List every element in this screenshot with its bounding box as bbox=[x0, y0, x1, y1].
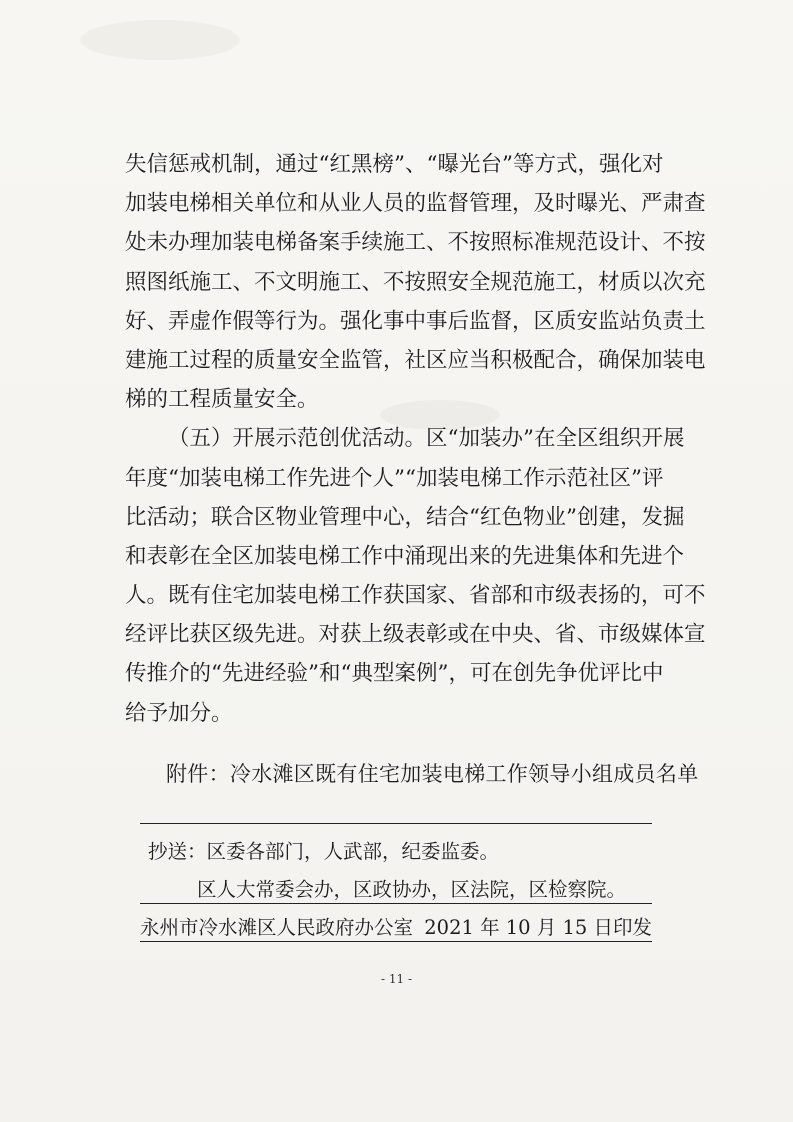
attachment-note: 附件：冷水滩区既有住宅加装电梯工作领导小组成员名单 bbox=[166, 762, 699, 786]
paragraph-line: 失信惩戒机制，通过“红黑榜”、“曝光台”等方式，强化对 bbox=[125, 152, 664, 177]
cc-line: 区人大常委会办，区政协办，区法院，区检察院。 bbox=[197, 878, 627, 901]
paragraph-line: 处未办理加装电梯备案手续施工、不按照标准规范设计、不按 bbox=[125, 230, 706, 256]
issue-date: 2021 年 10 月 15 日印发 bbox=[424, 916, 652, 939]
cc-bottom-rule bbox=[140, 903, 652, 904]
paragraph-line: 建施工过程的质量安全监管，社区应当积极配合，确保加装电 bbox=[125, 347, 706, 373]
paragraph-line: 加装电梯相关单位和从业人员的监督管理，及时曝光、严肃查 bbox=[125, 191, 706, 217]
issue-line bbox=[140, 912, 652, 940]
paragraph-line: 和表彰在全区加装电梯工作中涌现出来的先进集体和先进个 bbox=[125, 543, 685, 569]
paragraph-line: 比活动；联合区物业管理中心，结合“红色物业”创建，发掘 bbox=[125, 504, 685, 530]
paragraph-line: 梯的工程质量安全。 bbox=[125, 387, 319, 413]
scan-smudge bbox=[80, 20, 240, 60]
page-number: - 11 - bbox=[380, 972, 412, 986]
paragraph-line: 人。既有住宅加装电梯工作获国家、省部和市级表扬的，可不 bbox=[125, 583, 706, 609]
paragraph-line: 照图纸施工、不文明施工、不按照安全规范施工，材质以次充 bbox=[125, 269, 706, 295]
cc-top-rule bbox=[140, 823, 652, 824]
paragraph-line: 传推介的“先进经验”和“典型案例”，可在创先争优评比中 bbox=[125, 661, 664, 687]
cc-line: 抄送：区委各部门，人武部，纪委监委。 bbox=[148, 840, 500, 863]
issuer: 永州市冷水滩区人民政府办公室 bbox=[140, 916, 414, 939]
paragraph-line: 年度“加装电梯工作先进个人”“加装电梯工作示范社区”评 bbox=[125, 465, 664, 491]
issue-bottom-rule bbox=[140, 941, 652, 942]
section-heading-line: （五）开展示范创优活动。区“加装办”在全区组织开展 bbox=[168, 426, 685, 452]
paragraph-line: 好、弄虚作假等行为。强化事中事后监督，区质安监站负责土 bbox=[125, 308, 706, 334]
paragraph-line: 经评比获区级先进。对获上级表彰或在中央、省、市级媒体宣 bbox=[125, 622, 706, 648]
paragraph-line: 给予加分。 bbox=[125, 700, 233, 726]
body-text bbox=[125, 145, 706, 733]
